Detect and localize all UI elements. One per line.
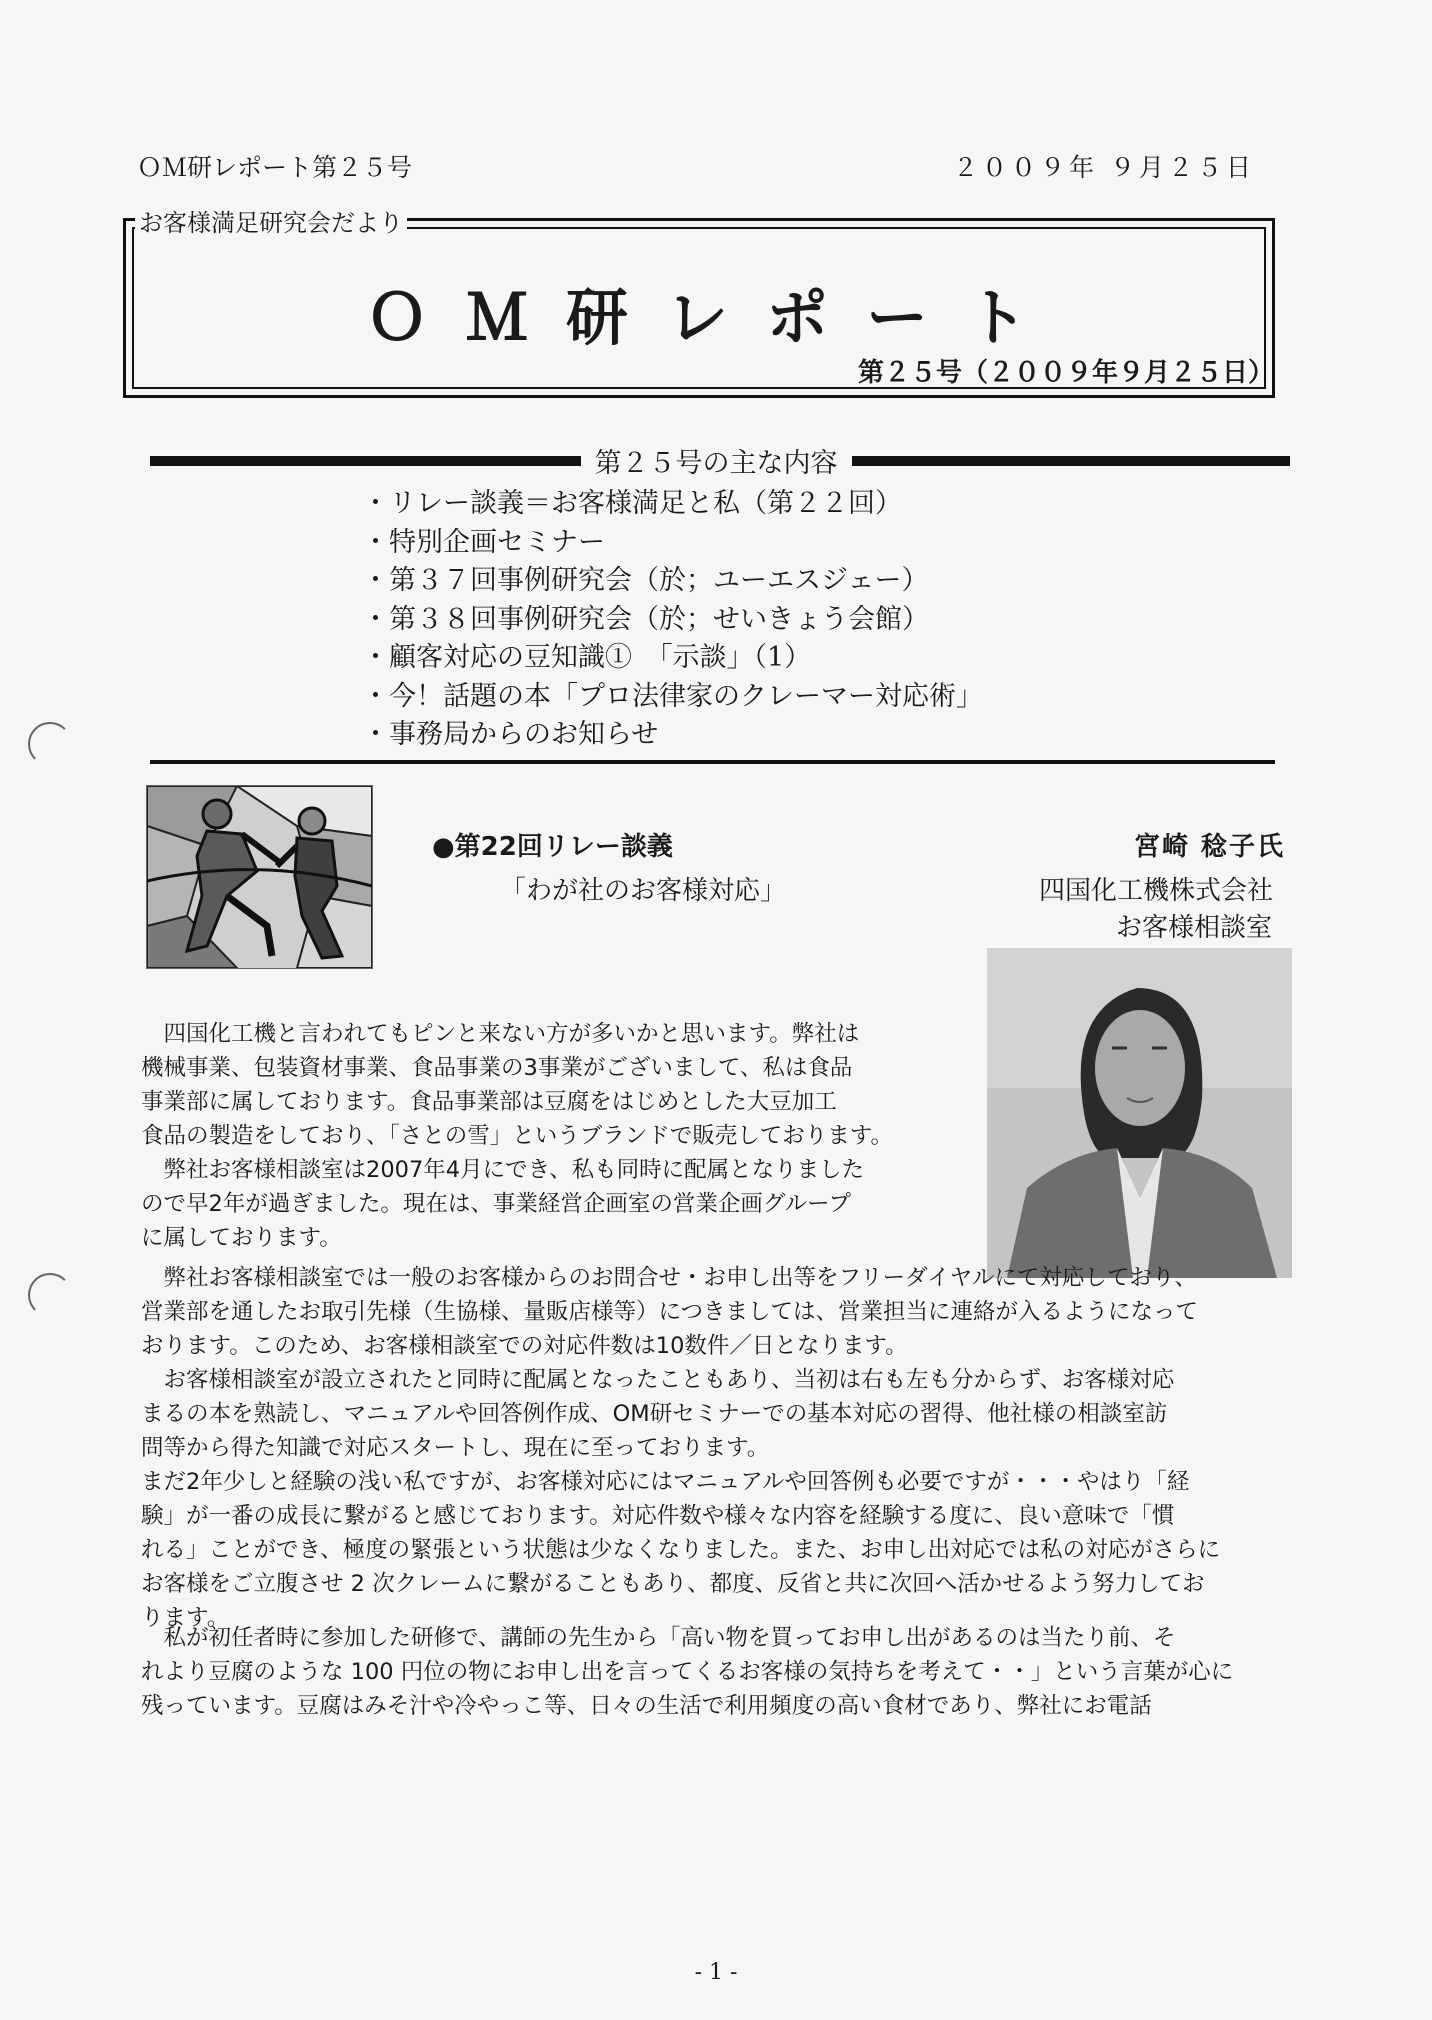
text-line: に属しております。 (141, 1225, 342, 1251)
page-number: - 1 - (694, 1960, 738, 1985)
masthead-title: ＯＭ研レポート (365, 281, 1066, 354)
runners-illustration-graphic (147, 786, 372, 968)
toc-item: ・ 顧客対応の豆知識① 「示談」（1） (362, 639, 983, 678)
toc-heading-text: 第２５号の主な内容 (581, 448, 852, 479)
masthead-subtitle: お客様満足研究会だより (135, 203, 407, 238)
text-line: れる」ことができ、極度の緊張という状態は少なくなりました。また、お申し出対応では私の対応がさらに (141, 1537, 1221, 1563)
text-line: まだ2年少しと経験の浅い私ですが、お客様対応にはマニュアルや回答例も必要ですが・・・やはり「経 (141, 1469, 1190, 1495)
section-divider (150, 760, 1275, 764)
toc-item: ・ 事務局からのお知らせ (362, 716, 983, 755)
text-line: お客様相談室が設立されたと同時に配属となったこともあり、当初は右も左も分からず、お客様対応 (141, 1367, 1175, 1393)
text-line: ので早2年が過ぎました。現在は、事業経営企画室の営業企画グループ (141, 1191, 852, 1217)
body-paragraph-main (141, 1261, 1220, 1635)
text-line: 営業部を通したお取引先様（生協様、量販店様等）につきましては、営業担当に連絡が入るようになって (141, 1299, 1199, 1325)
toc-item: ・ 第３７回事例研究会（於；ユーエスジェー） (362, 562, 983, 601)
text-line: 弊社お客様相談室では一般のお客様からのお問合せ・お申し出等をフリーダイヤルにて対応しており、 (141, 1265, 1197, 1291)
report-header-left: ＯＭ研レポート第２５号 (137, 153, 413, 182)
text-line: まるの本を熟読し、マニュアルや回答例作成、OM研セミナーでの基本対応の習得、他社様の相談室訪 (141, 1401, 1168, 1427)
body-paragraph-intro (141, 1017, 893, 1255)
author-portrait-graphic (987, 948, 1292, 1278)
hole-punch-mark (28, 1273, 72, 1317)
author-department: お客様相談室 (1115, 913, 1272, 943)
toc-list (362, 485, 983, 755)
author-name: 宮崎 稔子氏 (1133, 832, 1285, 862)
report-header-date: ２００９年 ９月２５日 (953, 153, 1255, 182)
relay-subtitle: 「わが社のお客様対応」 (500, 876, 787, 906)
runners-illustration (146, 785, 373, 969)
text-line: 四国化工機と言われてもピンと来ない方が多いかと思います。弊社は (141, 1021, 860, 1047)
text-line: 私が初任者時に参加した研修で、講師の先生から「高い物を買ってお申し出があるのは当たり前、そ (141, 1625, 1176, 1651)
text-line: 弊社お客様相談室は2007年4月にでき、私も同時に配属となりました (141, 1157, 865, 1183)
toc-item: ・ 今！話題の本「プロ法律家のクレーマー対応術」 (362, 678, 983, 717)
text-line: れより豆腐のような 100 円位の物にお申し出を言ってくるお客様の気持ちを考えて・・」という言葉が心に (141, 1659, 1234, 1685)
text-line: お客様をご立腹させ 2 次クレームに繋がることもあり、都度、反省と共に次回へ活かせるよう努力してお (141, 1571, 1205, 1597)
toc-heading (0, 441, 1432, 480)
text-line: 機械事業、包装資材事業、食品事業の3事業がございまして、私は食品 (141, 1055, 853, 1081)
hole-punch-mark (28, 722, 72, 766)
text-line: 食品の製造をしており、「さとの雪」というブランドで販売しております。 (141, 1123, 893, 1149)
text-line: 験」が一番の成長に繋がると感じております。対応件数や様々な内容を経験する度に、良い意味で「慣 (141, 1503, 1175, 1529)
text-line: ります。 (141, 1605, 230, 1631)
text-line: おります。このため、お客様相談室での対応件数は10数件／日となります。 (141, 1333, 908, 1359)
author-portrait-photo (987, 948, 1292, 1278)
author-company: 四国化工機株式会社 (1038, 876, 1273, 906)
masthead-issue: 第２５号（２００９年９月２５日） (857, 358, 1274, 388)
text-line: 残っています。豆腐はみそ汁や冷やっこ等、日々の生活で利用頻度の高い食材であり、弊社にお電話 (141, 1693, 1152, 1719)
body-paragraph-closing (141, 1621, 1233, 1723)
toc-item: ・ 特別企画セミナー (362, 524, 983, 563)
toc-item: ・ 第３８回事例研究会（於；せいきょう会館） (362, 601, 983, 640)
toc-item: ・ リレー談義＝お客様満足と私（第２２回） (362, 485, 983, 524)
text-line: 事業部に属しております。食品事業部は豆腐をはじめとした大豆加工 (141, 1089, 837, 1115)
text-line: 問等から得た知識で対応スタートし、現在に至っております。 (141, 1435, 770, 1461)
relay-title: ●第22回リレー談義 (432, 832, 673, 862)
